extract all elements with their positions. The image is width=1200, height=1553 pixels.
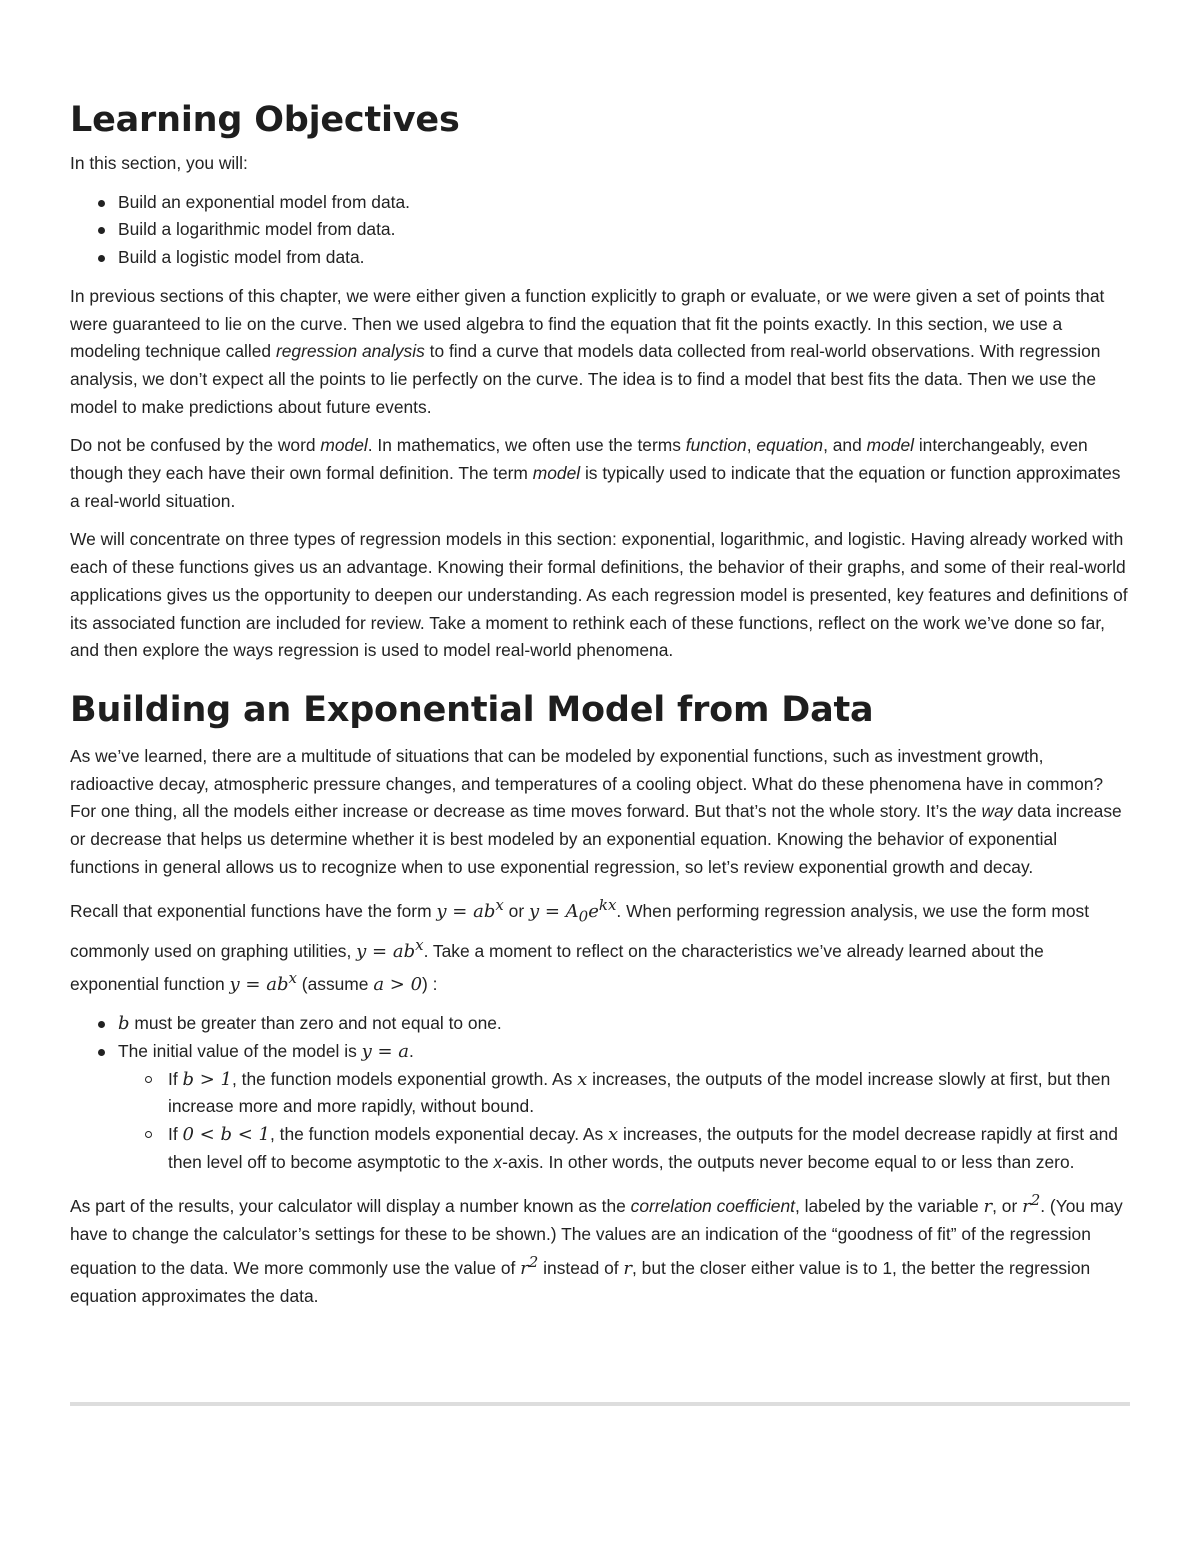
objective-item: Build a logarithmic model from data. <box>70 216 1130 244</box>
sub-list <box>118 1066 1130 1177</box>
list-item: b must be greater than zero and not equal to one. <box>70 1010 1130 1038</box>
exponential-characteristics-list <box>70 1010 1130 1176</box>
math-expression: $y = ab^x$ <box>436 896 504 923</box>
exponential-model-heading: Building an Exponential Model from Data <box>70 689 874 730</box>
correlation-coefficient-paragraph: As part of the results, your calculator will display a number known as the correlation coefficient, labeled by the variable r, or $r^2$. (You may have to change the calculator’s settings for these to be shown.) The values are an indication of the “goodness of fit” of the regression equation to the data. We more commonly use the value of $r^2$ instead of r, but the closer either value is to 1, the better the regression equation approximates the data. <box>70 1191 1123 1306</box>
regression-types-paragraph: We will concentrate on three types of regression models in this section: exponential, logarithmic, and logistic. Having already worked with each of these functions gives us an advantage. Knowing their formal definitions, the behavior of their graphs, and some of their real-world applications gives us the opportunity to deepen our understanding. As each regression model is presented, key features and definitions of its associated function are included for review. Take a moment to rethink each of these functions, reflect on the work we’ve done so far, and then explore the ways regression is used to model real-world phenomena. <box>70 529 1128 661</box>
objectives-list <box>70 189 1130 272</box>
regression-intro-paragraph: In previous sections of this chapter, we were either given a function explicitly to graph or evaluate, or we were given a set of points that were guaranteed to lie on the curve. Then we used algebra to find the equation that fit the points exactly. In this section, we use a modeling technique called regression analysis to find a curve that models data collected from real-world observations. With regression analysis, we don’t expect all the points to lie perfectly on the curve. The idea is to find a model that best fits the data. Then we use the model to make predictions about future events. <box>70 285 1105 417</box>
math-expression: $y = ab^x$ <box>229 969 297 996</box>
learning-objectives-heading: Learning Objectives <box>70 100 460 140</box>
list-item: The initial value of the model is y = a. If b > 1, the function models exponential growth. As x increases, the outputs of the model increase slowly at first, but then increase more and more rapidly, without bound. If 0 < b < 1, the function models exponential decay. As x increases, the outputs for the model decrease rapidly at first and then level off to become asymptotic to the x-axis. In other words, the outputs never become equal to or less than zero. <box>70 1038 1130 1177</box>
objectives-intro: In this section, you will: <box>70 153 248 173</box>
objective-item: Build a logistic model from data. <box>70 244 1130 272</box>
document-content <box>70 96 1130 1321</box>
math-expression: a > 0 <box>373 974 423 996</box>
math-expression: $y = A_0e^{kx}$ <box>528 896 617 927</box>
objective-item: Build an exponential model from data. <box>70 189 1130 217</box>
model-definition-paragraph: Do not be confused by the word model. In mathematics, we often use the terms function, equation, and model interchangeably, even though they each have their own formal definition. The term model is typically used to indicate that the equation or function approximates a real-world situation. <box>70 435 1121 511</box>
math-expression: $y = ab^x$ <box>356 935 424 962</box>
sub-list-item-decay: If 0 < b < 1, the function models exponential decay. As x increases, the outputs for the model decrease rapidly at first and then level off to become asymptotic to the x-axis. In other words, the outputs never become equal to or less than zero. <box>118 1121 1130 1176</box>
exponential-form-paragraph: Recall that exponential functions have the form $y = ab^x$ or $y = A_0e^{kx}$. When performing regression analysis, we use the form most commonly used on graphing utilities, $y = ab^x$. Take a moment to reflect on the characteristics we’ve already learned about the exponential function $y = ab^x$ (assume a > 0) : <box>70 896 1090 996</box>
sub-list-item-growth: If b > 1, the function models exponential growth. As x increases, the outputs of the model increase slowly at first, but then increase more and more rapidly, without bound. <box>118 1066 1130 1121</box>
horizontal-divider <box>70 1402 1130 1406</box>
exponential-intro-paragraph: As we’ve learned, there are a multitude of situations that can be modeled by exponential functions, such as investment growth, radioactive decay, atmospheric pressure changes, and temperatures of a cooling object. What do these phenomena have in common? For one thing, all the models either increase or decrease as time moves forward. But that’s not the whole story. It’s the way data increase or decrease that helps us determine whether it is best modeled by an exponential equation. Knowing the behavior of exponential functions in general allows us to recognize when to use exponential regression, so let’s review exponential growth and decay. <box>70 745 1122 877</box>
